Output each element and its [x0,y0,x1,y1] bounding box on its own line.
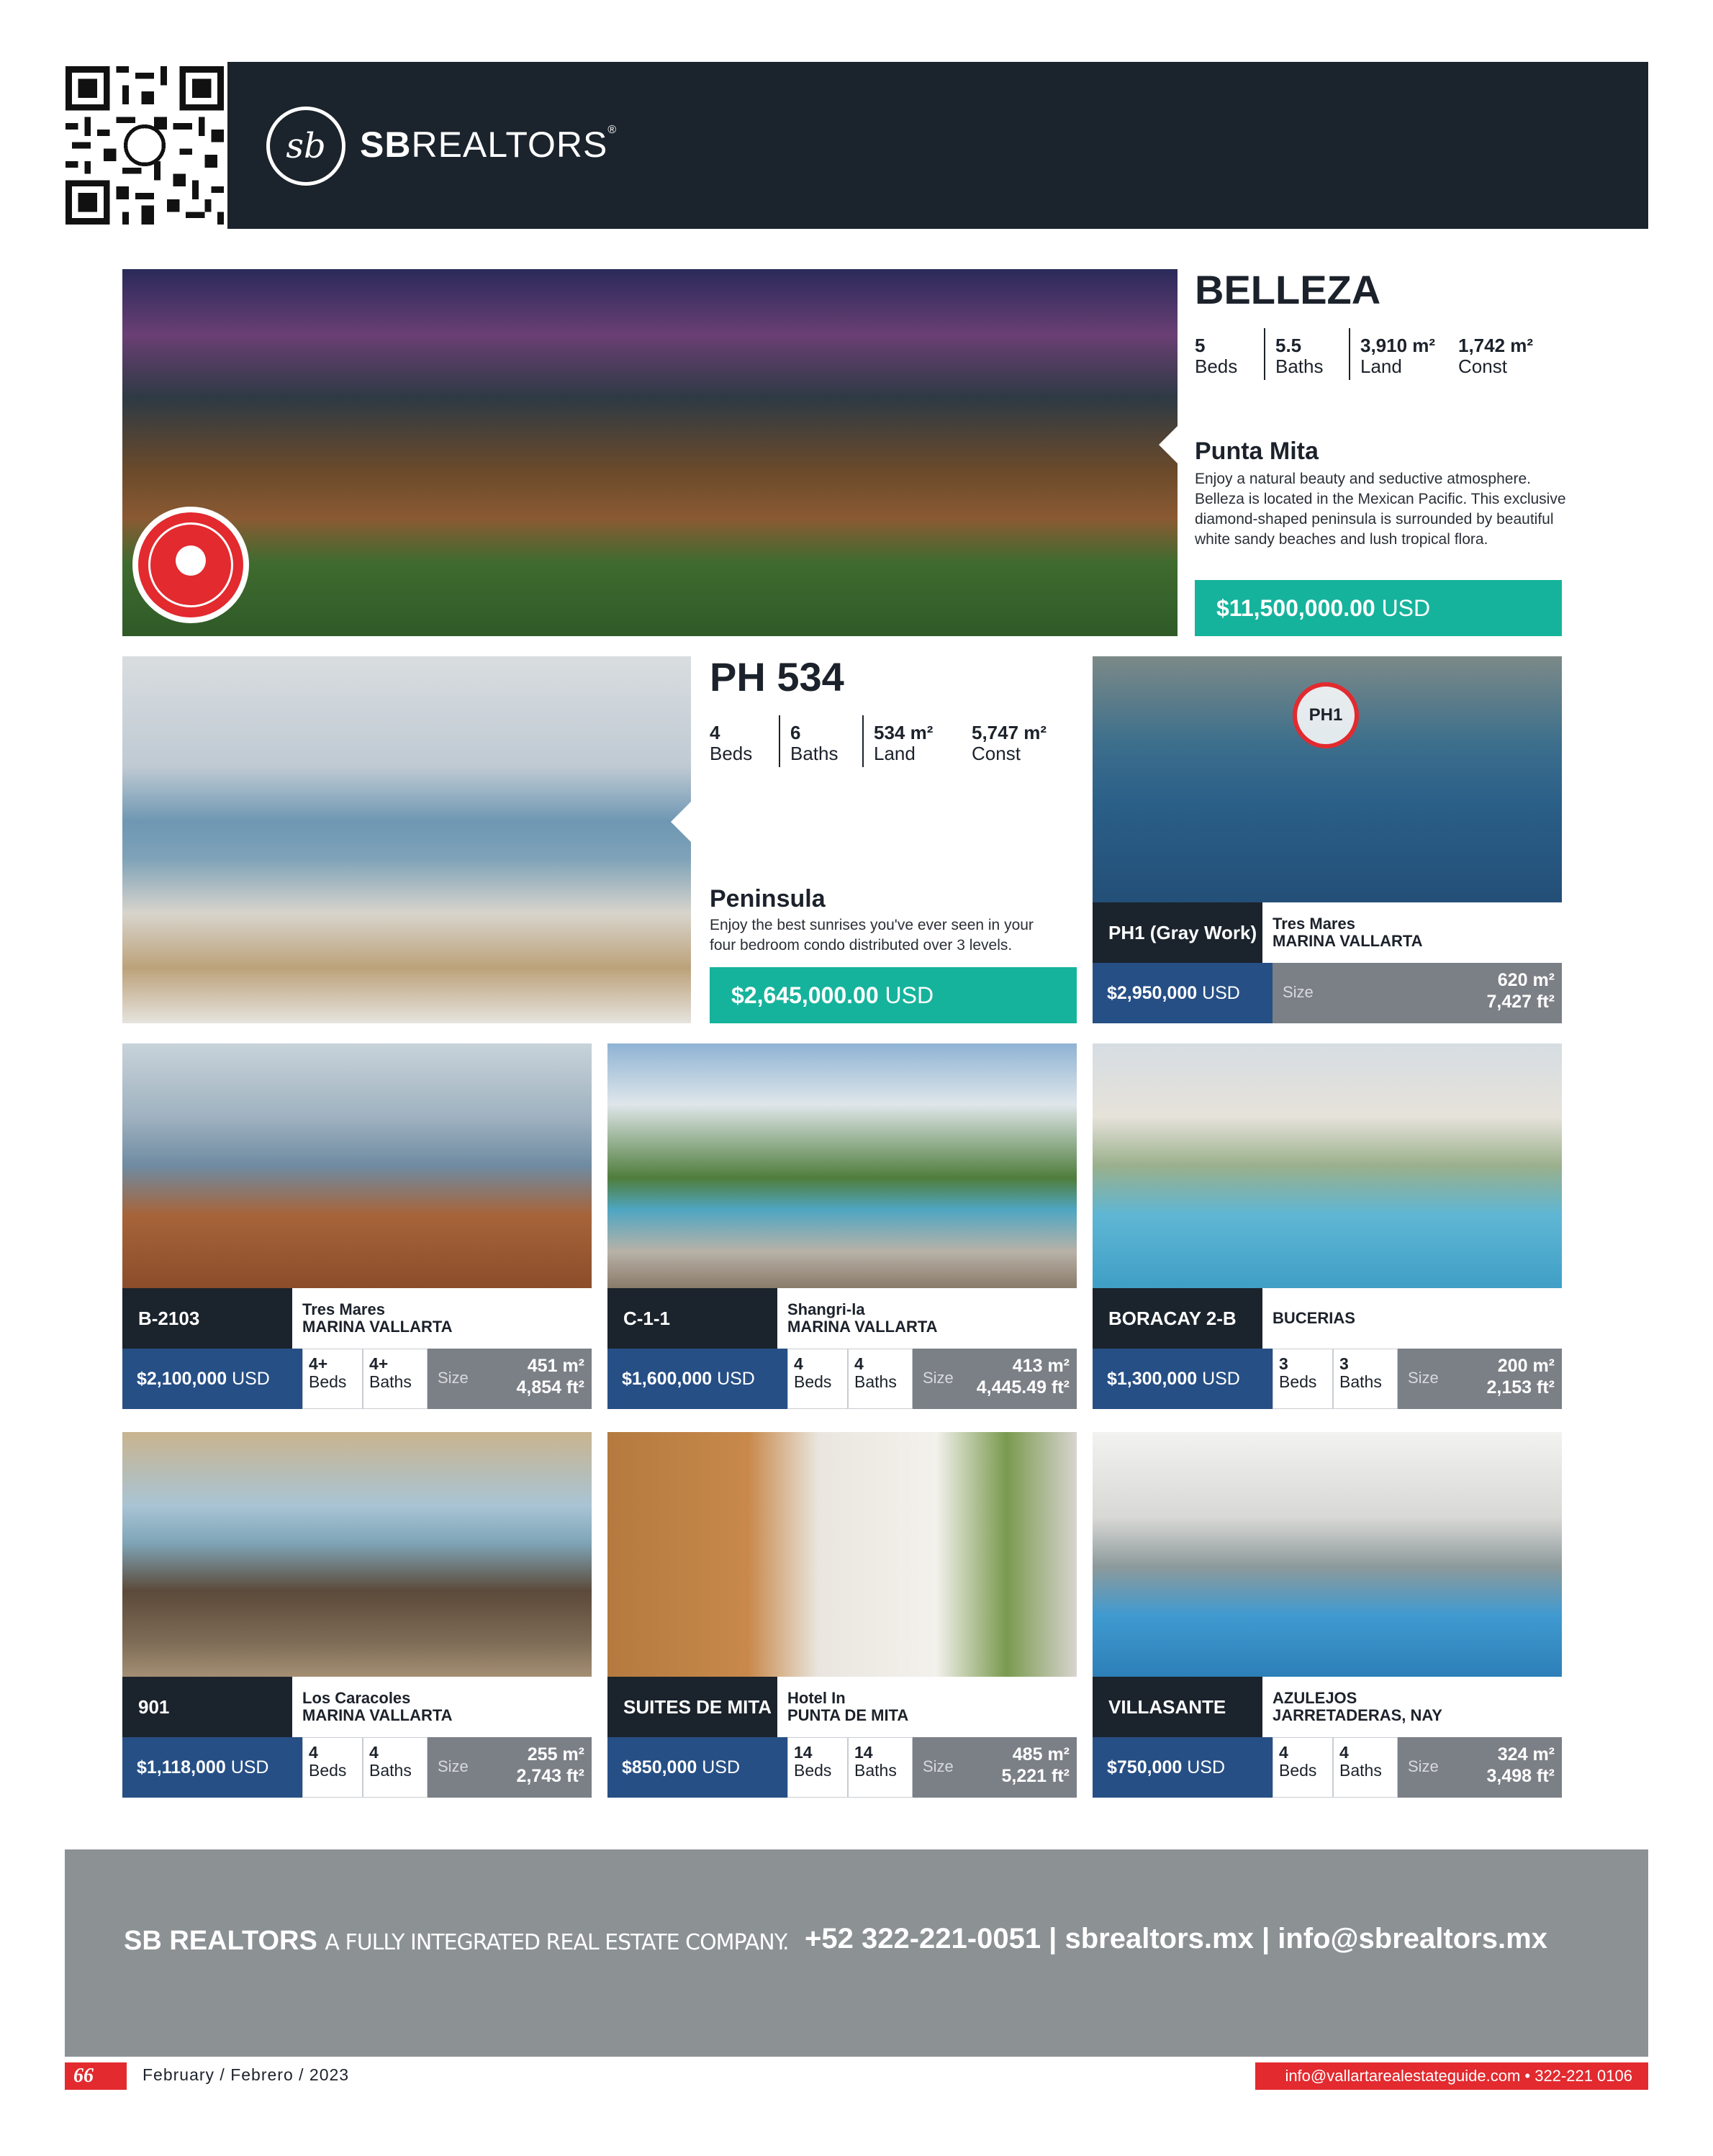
listing-beds: 4+ Beds [302,1349,363,1409]
listing-photo [607,1043,1077,1288]
listing-size: Size 485 m² 5,221 ft² [913,1737,1077,1798]
listing-beds: 4 Beds [787,1349,848,1409]
brand-wordmark: SBREALTORS® [360,124,618,165]
listing-beds: 4 Beds [302,1737,363,1798]
listing-baths: 4+ Baths [363,1349,428,1409]
belleza-title: BELLEZA [1195,267,1381,312]
ph534-land: 534 m² Land [874,722,934,764]
belleza-land: 3,910 m² Land [1360,335,1436,377]
listing-baths: 4 Baths [1333,1737,1398,1798]
listing-baths: 4 Baths [848,1349,913,1409]
listing-price: $1,118,000 USD [122,1737,302,1798]
listing-location: Shangri-la MARINA VALLARTA [777,1288,1077,1349]
stat-divider [1264,328,1265,380]
stat-divider [862,715,864,767]
listing-location: Hotel In PUNTA DE MITA [777,1677,1077,1737]
listing-name: BORACAY 2-B [1093,1288,1262,1349]
footer-contact[interactable]: +52 322-221-0051 | sbrealtors.mx | info@sbrealtors.mx [805,1923,1547,1955]
listing-baths: 3 Baths [1333,1349,1398,1409]
ph534-baths: 6 Baths [790,722,839,764]
listing-card[interactable] [607,1432,1077,1799]
ph1-name: PH1 (Gray Work) [1093,902,1262,963]
listing-photo [1093,1432,1562,1677]
qr-code [65,66,225,225]
listing-price: $1,600,000 USD [607,1349,787,1409]
ph1-photo-tag: PH1 [1293,682,1359,748]
listing-photo [122,1043,592,1288]
belleza-const: 1,742 m² Const [1458,335,1534,377]
issue-date: February / Febrero / 2023 [143,2065,350,2084]
listing-card[interactable] [1093,1432,1562,1799]
ph534-price: $2,645,000.00 USD [710,967,1077,1023]
listing-price: $750,000 USD [1093,1737,1273,1798]
listing-baths: 4 Baths [363,1737,428,1798]
listing-name: 901 [122,1677,292,1737]
ph534-location: Peninsula [710,885,826,912]
ph1-price: $2,950,000 USD [1093,963,1273,1023]
stat-divider [1349,328,1350,380]
belleza-price: $11,500,000.00 USD [1195,580,1562,636]
belleza-baths: 5.5 Baths [1275,335,1324,377]
person-icon [176,545,206,576]
listing-beds: 3 Beds [1273,1349,1333,1409]
belleza-description: Enjoy a natural beauty and seductive atmosphere. Belleza is located in the Mexican Pacific. This exclusive diamond-shaped peninsula is surrounded by beautiful white sandy beaches and lush tropical flora. [1195,471,1566,548]
listing-photo [122,1432,592,1677]
listing-location: AZULEJOS JARRETADERAS, NAY [1262,1677,1562,1737]
listing-name: SUITES DE MITA [607,1677,777,1737]
listing-price: $2,100,000 USD [122,1349,302,1409]
listing-price: $850,000 USD [607,1737,787,1798]
listing-card[interactable] [122,1432,592,1799]
listing-card[interactable] [122,1043,592,1410]
listing-size: Size 255 m² 2,743 ft² [428,1737,592,1798]
guide-contact[interactable]: info@vallartarealestateguide.com • 322-221 0106 [1255,2062,1648,2090]
ph1-location: Tres Mares MARINA VALLARTA [1262,902,1562,963]
ph1-size: Size 620 m² 7,427 ft² [1273,963,1562,1023]
listing-photo [607,1432,1077,1677]
listing-location: Tres Mares MARINA VALLARTA [292,1288,592,1349]
belleza-pointer [1159,425,1179,465]
ph534-description: Enjoy the best sunrises you've ever seen in your four bedroom condo distributed over 3 levels. [710,917,1034,954]
ph534-const: 5,747 m² Const [972,722,1047,764]
belleza-location: Punta Mita [1195,438,1319,465]
listing-name: VILLASANTE [1093,1677,1262,1737]
listing-price: $1,300,000 USD [1093,1349,1273,1409]
listing-name: B-2103 [122,1288,292,1349]
listing-photo [1093,1043,1562,1288]
ph534-photo [122,656,691,1023]
page-number: 66 [65,2062,127,2090]
virtual-tour-badge[interactable] [132,507,249,623]
listing-location: BUCERIAS [1262,1288,1562,1349]
stat-divider [779,715,780,767]
footer-tagline: SB REALTORS A FULLY INTEGRATED REAL ESTATE COMPANY. [124,1926,789,1956]
qr-code-icon [65,66,225,225]
listing-size: Size 413 m² 4,445.49 ft² [913,1349,1077,1409]
ph534-beds: 4 Beds [710,722,753,764]
ph534-pointer [671,802,691,842]
belleza-photo [122,269,1178,636]
listing-beds: 4 Beds [1273,1737,1333,1798]
listing-size: Size 451 m² 4,854 ft² [428,1349,592,1409]
listing-size: Size 324 m² 3,498 ft² [1398,1737,1562,1798]
brand-logo-icon: sb [266,107,345,186]
listing-card[interactable] [607,1043,1077,1410]
listing-beds: 14 Beds [787,1737,848,1798]
listing-location: Los Caracoles MARINA VALLARTA [292,1677,592,1737]
listing-card[interactable] [1093,1043,1562,1410]
ph534-title: PH 534 [710,654,844,699]
belleza-beds: 5 Beds [1195,335,1238,377]
listing-name: C-1-1 [607,1288,777,1349]
listing-size: Size 200 m² 2,153 ft² [1398,1349,1562,1409]
listing-baths: 14 Baths [848,1737,913,1798]
